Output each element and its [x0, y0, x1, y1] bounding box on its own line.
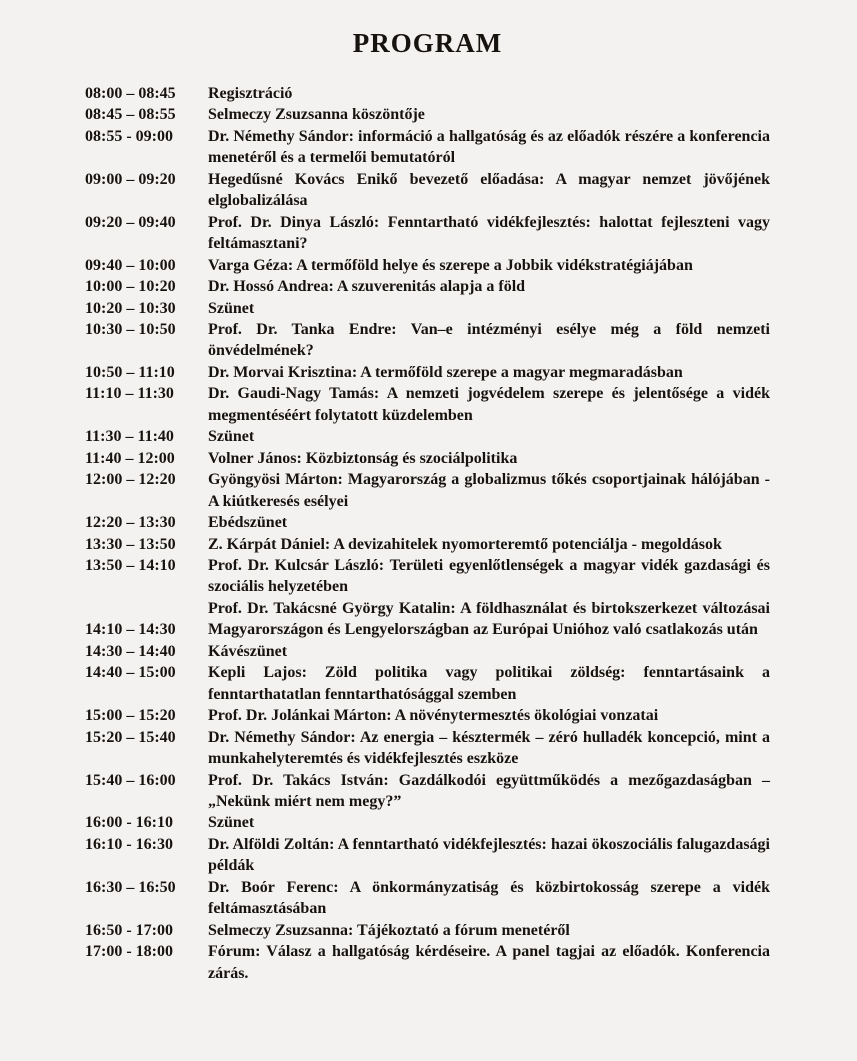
- schedule-text: Prof. Dr. Jolánkai Márton: A növénytermesztés ökológiai vonzatai: [208, 707, 659, 725]
- schedule-time: 16:00 - 16:10: [85, 814, 173, 832]
- schedule-time: 10:50 – 11:10: [85, 363, 175, 381]
- schedule-time: 15:20 – 15:40: [85, 728, 176, 746]
- schedule-row: [85, 298, 770, 319]
- schedule-row: [85, 812, 770, 833]
- schedule-text: Selmeczy Zsuzsanna: Tájékoztató a fórum menetéről: [208, 921, 570, 939]
- schedule-time: 15:00 – 15:20: [85, 707, 176, 725]
- schedule-row: [85, 169, 770, 212]
- schedule-row: [85, 555, 770, 598]
- schedule-time: 08:00 – 08:45: [85, 85, 176, 102]
- schedule-time: 11:30 – 11:40: [85, 428, 174, 446]
- schedule-text: Szünet: [208, 814, 255, 832]
- schedule-time: 14:30 – 14:40: [85, 642, 176, 660]
- schedule-text: Fórum: Válasz a hallgatóság kérdéseire. A panel tagjai az előadók. Konferencia zárás.: [208, 943, 770, 982]
- schedule-text: Dr. Némethy Sándor: Az energia – késztermék – zéró hulladék koncepció, mint a munkahelyteremtés és vidékfejlesztés eszköze: [208, 728, 770, 768]
- schedule-time: 14:40 – 15:00: [85, 664, 176, 682]
- schedule-row: [85, 727, 770, 770]
- schedule-text: Selmeczy Zsuzsanna köszöntője: [208, 106, 425, 124]
- schedule-time: 12:00 – 12:20: [85, 471, 176, 489]
- schedule-time: 12:20 – 13:30: [85, 514, 176, 532]
- schedule-time: 11:10 – 11:30: [85, 385, 174, 403]
- schedule-text: Prof. Dr. Dinya László: Fenntartható vidékfejlesztés: halottat fejleszteni vagy feltámasztani?: [208, 213, 770, 253]
- schedule-row: [85, 705, 770, 726]
- schedule-text: Kávészünet: [208, 642, 288, 660]
- schedule-list: [85, 83, 770, 984]
- schedule-time: 09:20 – 09:40: [85, 213, 176, 231]
- schedule-time: 17:00 - 18:00: [85, 943, 173, 961]
- schedule-row: [85, 212, 770, 255]
- schedule-row: [85, 920, 770, 941]
- schedule-text: Dr. Hossó Andrea: A szuverenitás alapja a föld: [208, 278, 526, 296]
- schedule-time: 10:20 – 10:30: [85, 299, 176, 317]
- schedule-text: Dr. Alföldi Zoltán: A fenntartható vidékfejlesztés: hazai ökoszociális falugazdasági példák: [208, 835, 770, 875]
- schedule-time: 09:40 – 10:00: [85, 256, 176, 274]
- schedule-time: 10:30 – 10:50: [85, 320, 176, 338]
- schedule-text: Prof. Dr. Kulcsár László: Területi egyenlőtlenségek a magyar vidék gazdasági és szociális helyzetében: [208, 556, 770, 596]
- schedule-row: [85, 255, 770, 276]
- schedule-row: [85, 83, 770, 104]
- schedule-text: Volner János: Közbiztonság és szociálpolitika: [208, 449, 518, 467]
- schedule-row: [85, 770, 770, 813]
- schedule-row: [85, 834, 770, 877]
- schedule-row: [85, 104, 770, 125]
- schedule-time: 08:45 – 08:55: [85, 106, 176, 124]
- schedule-row: [85, 598, 770, 641]
- schedule-text: Dr. Boór Ferenc: A önkormányzatiság és közbirtokosság szerepe a vidék feltámasztásában: [208, 878, 770, 918]
- schedule-text: Dr. Morvai Krisztina: A termőföld szerepe a magyar megmaradásban: [208, 363, 683, 381]
- schedule-row: [85, 662, 770, 705]
- schedule-row: [85, 319, 770, 362]
- schedule-row: [85, 448, 770, 469]
- schedule-time: 10:00 – 10:20: [85, 278, 176, 296]
- schedule-text: Regisztráció: [208, 85, 293, 102]
- schedule-text: Szünet: [208, 299, 255, 317]
- schedule-row: [85, 641, 770, 662]
- schedule-text: Ebédszünet: [208, 514, 288, 532]
- schedule-text: Prof. Dr. Tanka Endre: Van–e intézményi esélye még a föld nemzeti önvédelmének?: [208, 320, 770, 360]
- schedule-text: Gyöngyösi Márton: Magyarország a globalizmus tőkés csoportjainak hálójában - A kiútkeresés esélyei: [208, 471, 770, 510]
- schedule-text: Varga Géza: A termőföld helye és szerepe a Jobbik vidékstratégiájában: [208, 256, 693, 274]
- schedule-row: [85, 383, 770, 426]
- page-title: PROGRAM: [352, 28, 503, 58]
- schedule-time: 16:10 - 16:30: [85, 835, 173, 853]
- schedule-time: 13:50 – 14:10: [85, 556, 176, 574]
- schedule-time: 09:00 – 09:20: [85, 170, 176, 188]
- schedule-row: [85, 941, 770, 984]
- schedule-time: 15:40 – 16:00: [85, 771, 176, 789]
- schedule-time: 16:50 - 17:00: [85, 921, 173, 939]
- schedule-row: [85, 469, 770, 512]
- schedule-text: Prof. Dr. Takács István: Gazdálkodói együttműködés a mezőgazdaságban – „Nekünk miért nem megy?”: [208, 771, 770, 810]
- schedule-row: [85, 534, 770, 555]
- schedule-row: [85, 126, 770, 169]
- schedule-time: 13:30 – 13:50: [85, 535, 176, 553]
- schedule-row: [85, 362, 770, 383]
- schedule-text: Dr. Gaudi-Nagy Tamás: A nemzeti jogvédelem szerepe és jelentősége a vidék megmentéséért folytatott küzdelemben: [208, 385, 770, 424]
- schedule-text: Z. Kárpát Dániel: A devizahitelek nyomorteremtő potenciálja - megoldások: [208, 535, 722, 553]
- schedule-text: Dr. Némethy Sándor: információ a hallgatóság és az előadók részére a konferencia menetéről és a termelői bemutatóról: [208, 127, 770, 167]
- schedule-row: [85, 426, 770, 447]
- schedule-text: Kepli Lajos: Zöld politika vagy politikai zöldség: fenntartásaink a fenntarthatatlan fenntarthatósággal szemben: [208, 664, 770, 703]
- schedule-time: 08:55 - 09:00: [85, 127, 173, 145]
- schedule-time: 14:10 – 14:30: [85, 621, 176, 639]
- schedule-time: 11:40 – 12:00: [85, 449, 175, 467]
- schedule-row: [85, 877, 770, 920]
- schedule-row: [85, 512, 770, 533]
- schedule-row: [85, 276, 770, 297]
- schedule-text: Prof. Dr. Takácsné György Katalin: A földhasználat és birtokszerkezet változásai Magyarországon és Lengyelországban az Európai Unióhoz való csatlakozás után: [208, 599, 770, 639]
- schedule-time: 16:30 – 16:50: [85, 878, 176, 896]
- schedule-text: Hegedűsné Kovács Enikő bevezető előadása: A magyar nemzet jövőjének elglobalizálása: [208, 170, 770, 210]
- schedule-text: Szünet: [208, 428, 255, 446]
